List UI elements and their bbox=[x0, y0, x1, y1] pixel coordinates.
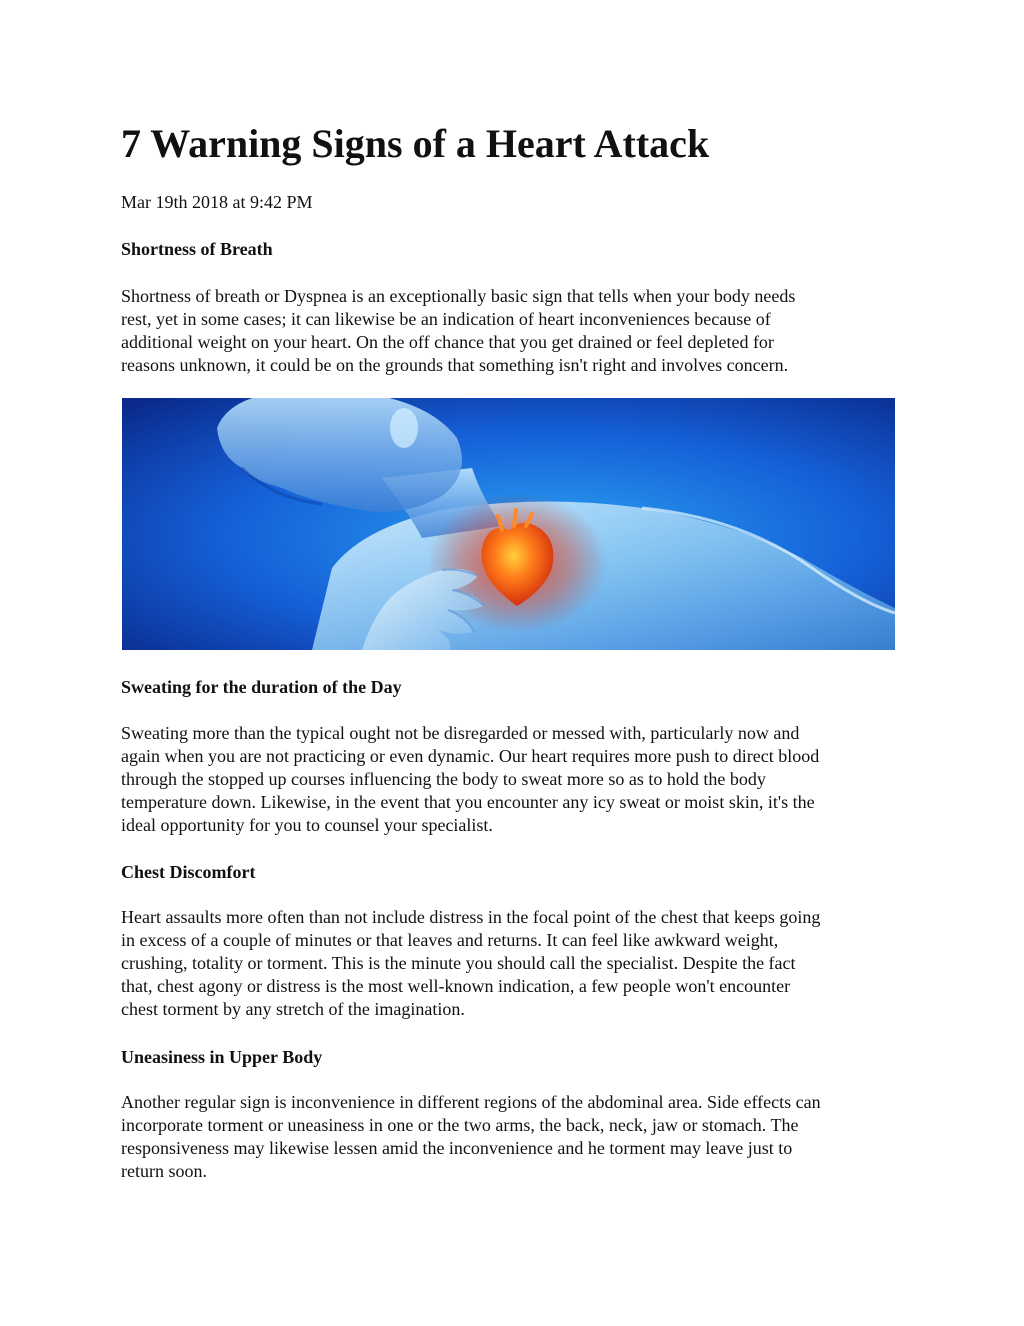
section-heading-chest-discomfort: Chest Discomfort bbox=[121, 862, 256, 882]
text-line: reasons unknown, it could be on the grounds that something isn't right and involves concern. bbox=[121, 355, 789, 375]
section-text-upper-body bbox=[121, 1091, 901, 1183]
text-line: responsiveness may likewise lessen amid the inconvenience and he torment may leave just to bbox=[121, 1138, 793, 1158]
text-line: in excess of a couple of minutes or that leaves and returns. It can feel like awkward weight, bbox=[121, 930, 779, 950]
section-heading-upper-body: Uneasiness in Upper Body bbox=[121, 1047, 323, 1067]
text-line: Another regular sign is inconvenience in different regions of the abdominal area. Side effects can bbox=[121, 1092, 821, 1112]
article-title: 7 Warning Signs of a Heart Attack bbox=[121, 121, 710, 166]
text-line: Shortness of breath or Dyspnea is an exceptionally basic sign that tells when your body needs bbox=[121, 286, 796, 306]
section-heading-sweating: Sweating for the duration of the Day bbox=[121, 677, 402, 697]
text-line: Sweating more than the typical ought not be disregarded or messed with, particularly now and bbox=[121, 723, 800, 743]
text-line: again when you are not practicing or even dynamic. Our heart requires more push to direct blood bbox=[121, 746, 820, 766]
section-heading-shortness-of-breath: Shortness of Breath bbox=[121, 239, 273, 259]
section-text-shortness-of-breath bbox=[121, 285, 901, 377]
section-text-chest-discomfort bbox=[121, 906, 901, 1021]
text-line: rest, yet in some cases; it can likewise be an indication of heart inconveniences because of bbox=[121, 309, 771, 329]
text-line: temperature down. Likewise, in the event that you encounter any icy sweat or moist skin, it's the bbox=[121, 792, 815, 812]
text-line: through the stopped up courses influencing the body to sweat more so as to hold the body bbox=[121, 769, 766, 789]
text-line: crushing, totality or torment. This is the minute you should call the specialist. Despite the fact bbox=[121, 953, 796, 973]
text-line: Heart assaults more often than not include distress in the focal point of the chest that keeps going bbox=[121, 907, 821, 927]
text-line: additional weight on your heart. On the off chance that you get drained or feel depleted for bbox=[121, 332, 774, 352]
text-line: chest torment by any stretch of the imagination. bbox=[121, 999, 465, 1019]
text-line: return soon. bbox=[121, 1161, 207, 1181]
heart-attack-illustration bbox=[122, 398, 895, 650]
text-line: incorporate torment or uneasiness in one or the two arms, the back, neck, jaw or stomach. The bbox=[121, 1115, 799, 1135]
article-date: Mar 19th 2018 at 9:42 PM bbox=[121, 192, 313, 212]
text-line: ideal opportunity for you to counsel your specialist. bbox=[121, 815, 493, 835]
text-line: that, chest agony or distress is the most well-known indication, a few people won't encounter bbox=[121, 976, 791, 996]
section-text-sweating bbox=[121, 722, 901, 837]
